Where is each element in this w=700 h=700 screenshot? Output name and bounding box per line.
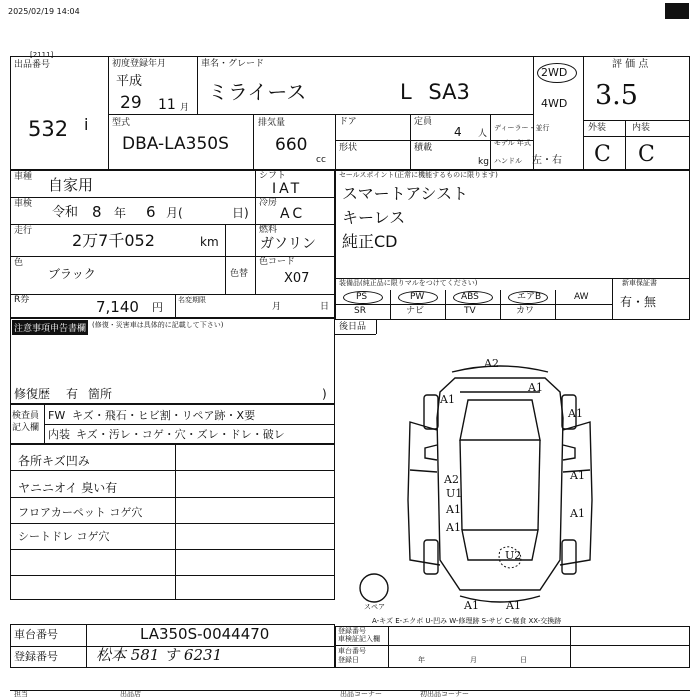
vin-label: 車台番号 <box>14 628 58 641</box>
lot-label: 出品番号 <box>14 60 51 70</box>
selling-points-label: セールスポイント(正常に機能するものに限ります) <box>339 171 498 179</box>
fuel-value: ガソリン <box>260 236 316 252</box>
shape-label: 形状 <box>339 143 358 153</box>
reg-date-label: 登録日 <box>338 656 359 664</box>
equip-navi: ナビ <box>406 306 425 316</box>
lot-suffix: i <box>84 115 89 134</box>
new-car-warranty-value: 有・無 <box>620 295 657 309</box>
inspection-day-unit: 日) <box>232 206 249 220</box>
load-unit: kg <box>478 157 489 167</box>
seats-label: 定員 <box>414 117 433 127</box>
shift-label: シフト <box>259 171 287 181</box>
recycle-day-unit: 日 <box>320 302 330 312</box>
color-change-label: 色替 <box>230 269 249 279</box>
drive-4wd: 4WD <box>541 97 568 110</box>
notes-label: 注意事項申告書欄 <box>12 320 88 335</box>
score-ext-label: 外装 <box>588 123 607 133</box>
note-4: シートドレ コゲ穴 <box>18 530 110 543</box>
inspection-label: 車検 <box>14 199 33 209</box>
doors-label: ドア <box>339 117 357 127</box>
lot-number: 532 <box>28 117 69 141</box>
equip-tv: TV <box>464 306 476 316</box>
handle-value: 左・右 <box>532 155 562 166</box>
dealer-label: ディーラー・並行 <box>494 124 550 132</box>
repair-label: 修復歴 <box>14 387 51 401</box>
mark-right-rear-a1: A1 <box>570 507 585 520</box>
mark-front-left: A1 <box>440 393 455 406</box>
inspection-month-unit: 月( <box>166 206 183 220</box>
footer-shop: 出品店 <box>120 690 141 698</box>
first-reg-year: 29 <box>120 93 142 113</box>
first-reg-month: 11 <box>158 97 176 113</box>
selling-point-2: キーレス <box>342 208 406 227</box>
ac-value: AC <box>280 206 306 222</box>
new-car-warranty-label: 新車保証書 <box>622 279 657 287</box>
mark-rear-bumper-right: A1 <box>506 599 521 612</box>
seats-unit: 人 <box>478 129 488 139</box>
defects-row2: キズ・汚レ・コゲ・穴・ズレ・ドレ・破レ <box>76 428 285 441</box>
selling-point-3: 純正CD <box>342 232 398 251</box>
spare-label: スペア <box>364 603 385 611</box>
mark-left-door-a2: A2 <box>444 473 459 486</box>
first-reg-month-unit: 月 <box>180 103 190 113</box>
rear-label: 後日品 <box>339 322 367 332</box>
score-int-label: 内装 <box>632 123 651 133</box>
mark-right-door-a1: A1 <box>570 469 585 482</box>
inspection-month: 6 <box>146 203 156 221</box>
score-label: 評 価 点 <box>612 59 649 70</box>
footer-staff: 担当 <box>14 690 28 698</box>
recycle-month-unit: 月 <box>272 302 282 312</box>
mark-front-right: A1 <box>568 407 583 420</box>
seats-value: 4 <box>454 125 462 139</box>
plate-label: 登録番号 <box>14 650 58 663</box>
reg-vin-label: 車台番号 <box>338 647 366 655</box>
first-reg-label: 初度登録年月 <box>112 59 167 69</box>
reg-form-label: 車検証記入欄 <box>338 635 380 643</box>
defects-row2-label: 内装 <box>48 428 70 441</box>
note-1: 各所キズ凹み <box>18 454 90 468</box>
defects-row1-label: FW <box>48 409 66 422</box>
equip-aw: AW <box>574 292 589 302</box>
plate-value: 松本 581 す 6231 <box>96 646 223 664</box>
load-label: 積載 <box>414 143 433 153</box>
equip-leather: カワ <box>516 306 535 316</box>
mark-hood-right: A1 <box>528 381 543 394</box>
displacement-value: 660 <box>275 135 308 155</box>
lot-code: [2111] <box>30 51 54 59</box>
mark-rear-bumper-left: A1 <box>464 599 479 612</box>
equipment-label: 装備品(純正品に限りマルをつけてください) <box>339 279 478 287</box>
model-grade: L SA3 <box>400 80 470 104</box>
type-value: DBA-LA350S <box>122 134 229 154</box>
inspector-label: 検査員 記入欄 <box>12 411 40 433</box>
selling-point-1: スマートアシスト <box>342 184 469 203</box>
ac-label: 冷房 <box>259 198 278 208</box>
reg-num-label: 登録番号 <box>338 627 366 635</box>
score-value: 3.5 <box>595 80 638 111</box>
shift-value: IAT <box>272 181 303 197</box>
reg-day: 日 <box>520 656 527 664</box>
footer-first-corner: 初出品コーナー <box>420 690 469 698</box>
reg-year: 年 <box>418 656 425 664</box>
equip-sr: SR <box>354 306 366 316</box>
model-label: 車名・グレード <box>201 59 265 69</box>
color-code: X07 <box>284 271 310 286</box>
inspection-year-unit: 年 <box>114 206 127 220</box>
recycle-value: 7,140 <box>96 298 139 316</box>
notes-sub: (修復・災害車は具体的に記載して下さい) <box>92 321 224 329</box>
equip-abs: ABS <box>461 292 479 302</box>
print-timestamp: 2025/02/19 14:04 <box>8 7 80 16</box>
handle-label: ハンドル <box>494 157 522 165</box>
repair-unit: 箇所 <box>88 387 113 401</box>
recycle-unit: 円 <box>152 301 163 314</box>
inspection-year: 8 <box>92 203 102 221</box>
mark-trunk-u2: U2 <box>505 549 522 562</box>
type-label: 型式 <box>112 118 131 128</box>
defects-row1: キズ・飛石・ヒビ割・リペア跡・X要 <box>72 409 256 422</box>
note-2: ヤニニオイ 臭い有 <box>18 481 118 495</box>
fuel-label: 燃料 <box>259 225 278 235</box>
mileage-label: 走行 <box>14 226 33 236</box>
color-label: 色 <box>14 258 24 268</box>
damage-legend: A-キズ E-エクボ U-凹み W-修理跡 S-サビ C-腐食 XX-交換跡 <box>372 617 562 625</box>
recycle-expiry-label: 名変期限 <box>178 296 206 304</box>
footer-corner: 出品コーナー <box>340 690 382 698</box>
first-reg-era: 平成 <box>116 74 143 89</box>
equip-airbag: エアB <box>517 292 542 302</box>
vin-value: LA350S-0044470 <box>140 625 270 643</box>
inspection-era: 令和 <box>52 205 79 220</box>
mark-left-door-u1: U1 <box>446 487 463 500</box>
mileage-unit: km <box>200 235 219 249</box>
score-ext: C <box>594 142 611 167</box>
recycle-label: R券 <box>14 295 30 305</box>
displacement-label: 排気量 <box>258 118 286 128</box>
usage-label: 車種 <box>14 172 33 182</box>
mark-left-door-a1: A1 <box>446 503 461 516</box>
repair-value: 有 <box>66 387 79 401</box>
score-int: C <box>638 142 655 167</box>
drive-2wd: 2WD <box>541 66 568 79</box>
equip-ps: PS <box>356 292 368 302</box>
mark-front-bumper: A2 <box>484 357 499 370</box>
note-3: フロアカーペット コゲ穴 <box>18 506 143 519</box>
color-code-label: 色コード <box>259 257 296 267</box>
color-value: ブラック <box>48 267 96 281</box>
model-year-label: モデル 年式 <box>494 139 531 147</box>
mileage-value: 2万7千052 <box>72 231 155 250</box>
model-name: ミライース <box>208 80 307 104</box>
equip-pw: PW <box>410 292 425 302</box>
mark-left-rear-a1: A1 <box>446 521 461 534</box>
repair-end: ) <box>322 387 327 401</box>
usage-value: 自家用 <box>48 176 94 194</box>
displacement-unit: cc <box>316 155 326 165</box>
reg-month: 月 <box>470 656 477 664</box>
